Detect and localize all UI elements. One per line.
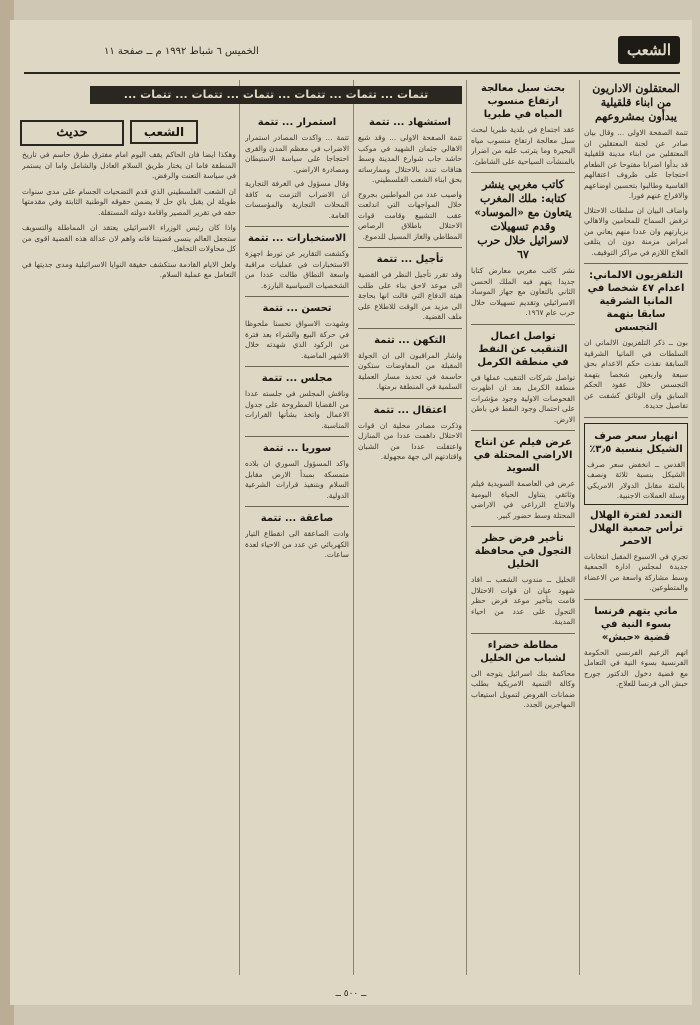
headline: التكهن ... تتمة: [374, 334, 446, 346]
column-rule: [579, 80, 580, 975]
article-text: واضاف البيان ان سلطات الاحتلال ترفض السماح للمحامين والاهالي بزيارتهم وان عددا منهم يعاني من امراض مزمنة دون ان يتلقى العلاج اللازم في مراكز التوقيف.: [584, 205, 688, 257]
divider: [358, 247, 462, 248]
divider: [471, 324, 575, 325]
column-continuations-1: [358, 112, 462, 979]
editorial-title: حديث: [20, 120, 124, 146]
article-text: نشر كاتب مغربي معارض كتابا جديدا يتهم فيه الملك الحسن الثاني بالتعاون مع جهاز الموساد الاسرائيلي وتقديم تسهيلات خلال حرب عام ١٩٦٧.: [471, 266, 575, 317]
headline: كاتب مغربي ينشر كتابه: ملك المغرب يتعاون مع «الموساد» وقدم تسهيلات لاسرائيل خلال حرب ٦٧: [474, 178, 572, 261]
divider: [471, 526, 575, 527]
article-text: بون ــ ذكر التلفزيون الالماني ان السلطات في المانيا الشرقية السابقة نفذت حكم الاعدام بحق سبعة واربعين شخصا بتهمة التجسس خلال عقود الحكم السابق وان الوثائق كشفت عن تفاصيل جديدة.: [584, 338, 688, 410]
divider: [471, 172, 575, 173]
headline: عرض فيلم عن انتاج الاراضي المحتلة في السويد: [473, 437, 573, 474]
headline: تأخير فرض حظر التجول في محافظة الخليل: [474, 533, 572, 570]
headline: ماني يتهم فرنسا بسوء النية في قضية «حبش»: [594, 605, 678, 643]
boxed-article: [584, 423, 688, 505]
headline: بحث سبل معالجة ارتفاع منسوب المياه في طبريا: [481, 83, 565, 120]
article-text: وشهدت الاسواق تحسنا ملحوظا في حركة البيع والشراء بعد فترة من الركود الذي شهدته خلال الاشهر الماضية.: [245, 319, 349, 360]
article-text: محاكمة بنك اسرائيل يتوجه الى وكالة التنمية الامريكية بطلب ضمانات القروض لتمويل استيعاب المهاجرين الجدد.: [471, 668, 575, 709]
headline: الاستخبارات ... تتمة: [247, 233, 347, 244]
column-rule: [239, 80, 240, 975]
divider: [584, 417, 688, 418]
article-text: وكشفت التقارير عن تورط اجهزة الاستخبارات في عمليات مراقبة واسعة النطاق طالت عددا من الشخصيات السياسية البارزة.: [245, 249, 349, 290]
masthead: [24, 32, 680, 74]
headline: تواصل اعمال التنقيب عن النفط في منطقة الكرمل: [477, 330, 569, 368]
article-text: تواصل شركات التنقيب عملها في منطقة الكرمل بعد ان اظهرت الفحوصات الاولية وجود مؤشرات على احتمال وجود النفط في باطن الارض.: [471, 372, 575, 424]
headline: اعتقال ... تتمة: [373, 404, 447, 416]
divider: [584, 599, 688, 600]
newspaper-page: [10, 20, 692, 1005]
column-editorial: [22, 150, 236, 979]
headline: صاعقة ... تتمة: [260, 513, 334, 524]
divider: [245, 436, 349, 437]
article-text: تتمة الصفحة الاولى ... وقد شيع الاهالي جثمان الشهيد في موكب حاشد جاب شوارع المدينة وسط هتافات تندد بالاحتلال وممارساته بحق ابناء الشعب الفلسطيني.: [358, 133, 462, 184]
article-text: واكد المسؤول السوري ان بلاده متمسكة بمبدأ الارض مقابل السلام وبتنفيذ قرارات الشرعية الدولية.: [245, 459, 349, 500]
article-text: وقال مسؤول في الغرفة التجارية ان الاضراب التزمت به كافة المحلات التجارية والمؤسسات العامة.: [245, 179, 349, 220]
article-text: واشار المراقبون الى ان الجولة المقبلة من المفاوضات ستكون حاسمة في تحديد مسار العملية السلمية في المنطقة برمتها.: [358, 350, 462, 391]
headline: مطاطة خضراء لشباب من الخليل: [480, 639, 566, 664]
divider: [358, 398, 462, 399]
article-text: وذكرت مصادر محلية ان قوات الاحتلال داهمت عددا من المنازل واعتقلت عددا من الشبان واقتادتهم الى جهة مجهولة.: [358, 420, 462, 461]
divider: [471, 633, 575, 634]
divider: [245, 366, 349, 367]
article-text: عرض في العاصمة السويدية فيلم وثائقي يتناول الحياة اليومية والانتاج الزراعي في الاراضي المحتلة وسط حضور كبير.: [471, 479, 575, 520]
divider: [245, 226, 349, 227]
divider: [358, 328, 462, 329]
article-text: تجري في الاسبوع المقبل انتخابات جديدة لمجلس ادارة الجمعية وسط مشاركة واسعة من الاعضاء والمتطوعين.: [584, 551, 688, 592]
headline: المعتقلون الاداريون من ابناء قلقيلية يبدأون بمشروعهم: [592, 82, 680, 123]
newspaper-logo: الشعب: [618, 36, 680, 64]
article-text: القدس ــ انخفض سعر صرف الشيكل بنسبة ثلاثة ونصف بالمئة مقابل الدولار الامريكي وسلة العملات الاجنبية.: [587, 459, 685, 500]
headline: التعدد لفترة الهلال ترأس جمعية الهلال الاحمر: [589, 509, 683, 547]
article-text: ولعل الايام القادمة ستكشف حقيقة النوايا الاسرائيلية ومدى جديتها في التعامل مع عملية السلام.: [22, 259, 236, 279]
article-text: تتمة الصفحة الاولى ... وقال بيان صادر عن لجنة المعتقلين ان المعتقلين من ابناء مدينة قلقيلية قد بدأوا اضرابا مفتوحا عن الطعام احتجاجا على ظروف اعتقالهم القاسية وطالبوا بتحسين اوضاعهم والافراج عنهم فورا.: [584, 128, 688, 200]
headline: استمرار ... تتمة: [257, 117, 337, 128]
column-news-2: [471, 78, 575, 979]
headline: تحسن ... تتمة: [262, 303, 332, 314]
column-rule: [466, 80, 467, 975]
headline: استشهاد ... تتمة: [369, 117, 451, 128]
column-continuations-2: [245, 112, 349, 979]
divider: [584, 263, 688, 264]
article-text: تتمة ... واكدت المصادر استمرار الاضراب في معظم المدن والقرى احتجاجا على سياسة الاستيطان ومصادرة الاراضي.: [245, 133, 349, 174]
headline: مجلس ... تتمة: [261, 373, 333, 384]
column-rule: [353, 80, 354, 975]
divider: [245, 296, 349, 297]
editorial-logo-box: الشعب: [130, 120, 198, 144]
article-text: واذا كان رئيس الوزراء الاسرائيلي يعتقد ان المماطلة والتسويف ستجعل العالم ينسى قضيتنا فانه واهم لان عدالة هذه القضية اقوى من كل محاولات التجاهل.: [22, 223, 236, 253]
article-text: ان الشعب الفلسطيني الذي قدم التضحيات الجسام على مدى سنوات طويلة لن يقبل باي حل لا يضمن حقوقه الوطنية الثابتة وفي مقدمتها حقه في تقرير المصير واقامة دولته المستقلة.: [22, 186, 236, 217]
article-text: وهكذا ايضا فان الحاكم يقف اليوم امام مفترق طرق حاسم في تاريخ المنطقة فاما ان يختار طريق السلام العادل والشامل واما ان يستمر في سياسة التعنت والرفض.: [22, 150, 236, 180]
headline: انهيار سعر صرف الشيكل بنسبة ٣٫٥٪: [589, 430, 683, 455]
column-news-1: [584, 78, 688, 979]
article-text: اتهم الزعيم الفرنسي الحكومة الفرنسية بسوء النية في التعامل مع قضية دخول الدكتور جورج حبش الى فرنسا للعلاج.: [584, 647, 688, 688]
headline: سوريا ... تتمة: [262, 443, 332, 454]
article-text: الخليل ــ مندوب الشعب ــ افاد شهود عيان ان قوات الاحتلال قامت بتأخير موعد فرض حظر التجول على عدد من احياء المدينة.: [471, 575, 575, 626]
article-text: وناقش المجلس في جلسته عددا من القضايا المطروحة على جدول الاعمال واتخذ بشأنها القرارات المناسبة.: [245, 389, 349, 430]
page-footer: ــ ٥٠٠ ــ: [335, 989, 367, 999]
article-text: وقد تقرر تأجيل النظر في القضية الى موعد لاحق بناء على طلب هيئة الدفاع التي قالت انها بحاجة الى مزيد من الوقت للاطلاع على ملف القضية.: [358, 270, 462, 321]
issue-line: الخميس ٦ شباط ١٩٩٢ م ــ صفحة ١١: [104, 46, 259, 57]
article-text: وادت الصاعقة الى انقطاع التيار الكهربائي عن عدد من الاحياء لعدة ساعات.: [245, 529, 349, 559]
headline: تأجيل ... تتمة: [376, 254, 444, 265]
continuations-banner: تتمات ... تتمات ... تتمات ... تتمات ... تتمات ... تتمات ...: [90, 86, 462, 104]
article-text: عقد اجتماع في بلدية طبريا لبحث سبل معالجة ارتفاع منسوب مياه البحيرة وما يترتب عليه من اضرار بالمنشآت السياحية على الشاطئ.: [471, 125, 575, 166]
article-text: واصيب عدد من المواطنين بجروح خلال المواجهات التي اندلعت عقب التشييع وقامت قوات الاحتلال باطلاق الرصاص المطاطي والغاز المسيل للدموع.: [358, 189, 462, 241]
divider: [471, 430, 575, 431]
divider: [245, 506, 349, 507]
headline: التلفزيون الالماني: اعدام ٤٧ شخصا في المانيا الشرقية سابقا بتهمة التجسس: [587, 270, 685, 333]
